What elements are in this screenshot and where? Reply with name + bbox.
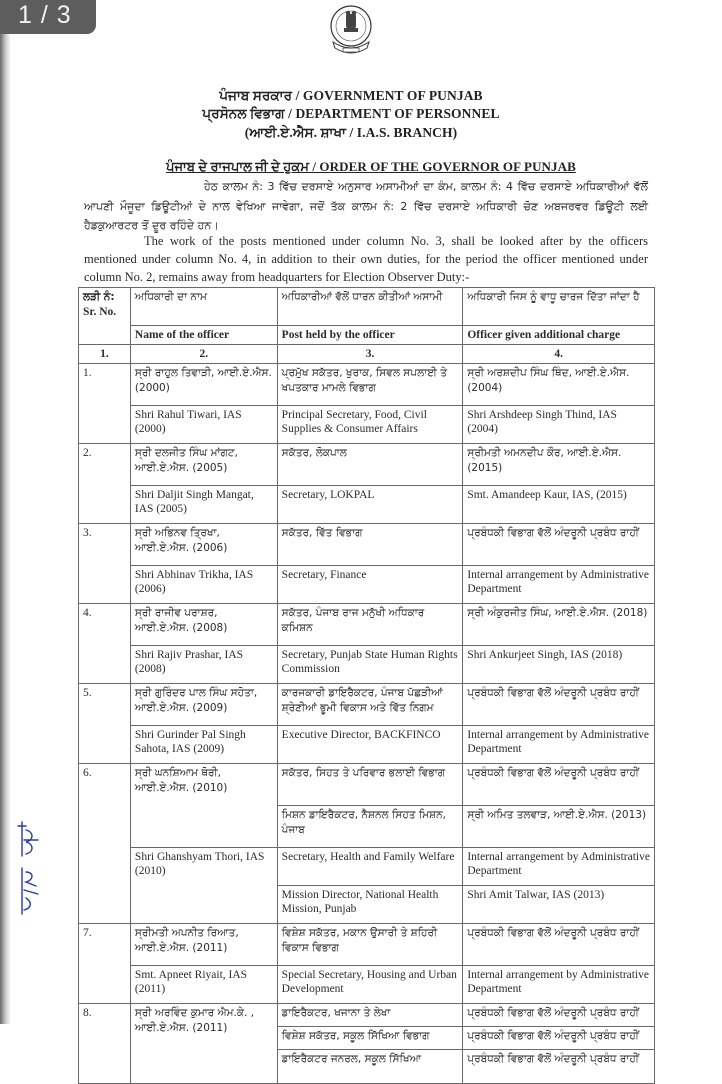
additional-charge-pa: ਸ੍ਰੀਮਤੀ ਅਮਨਦੀਪ ਕੌਰ, ਆਈ.ਏ.ਐਸ. (2015) <box>463 444 655 486</box>
officer-name-en: Shri Daljit Singh Mangat, IAS (2005) <box>130 486 277 524</box>
post-held-pa: ਵਿਸ਼ੇਸ਼ ਸਕੱਤਰ, ਮਕਾਨ ਉਸਾਰੀ ਤੇ ਸ਼ਹਿਰੀ ਵਿਕਾਸ ਵਿਭਾਗ <box>277 924 463 966</box>
row-sr-no: 8. <box>79 1004 131 1084</box>
additional-charge-pa: ਪ੍ਰਬੰਧਕੀ ਵਿਭਾਗ ਵੱਲੋਂ ਅੰਦਰੂਨੀ ਪ੍ਰਬੰਧ ਰਾਹੀਂ <box>463 924 655 966</box>
header-sr-en: Sr. No. <box>83 306 117 318</box>
officer-name-pa: ਸ੍ਰੀ ਰਾਜੀਵ ਪਰਾਸ਼ਰ, ਆਈ.ਏ.ਐਸ. (2008) <box>130 604 277 646</box>
column-number: 1. <box>79 345 131 364</box>
table-row <box>79 646 655 684</box>
table-row <box>79 486 655 524</box>
header-charge-en: Officer given additional charge <box>463 326 655 345</box>
row-sr-no: 2. <box>79 444 131 524</box>
table-row <box>79 604 655 646</box>
officer-name-en: Shri Abhinav Trikha, IAS (2006) <box>130 566 277 604</box>
header-name-en: Name of the officer <box>130 326 277 345</box>
letterhead-department: ਪ੍ਰਸੋਨਲ ਵਿਭਾਗ / DEPARTMENT OF PERSONNEL <box>202 106 500 121</box>
header-sr-pa: ਲੜੀ ਨੰ: <box>83 291 115 303</box>
post-held-pa: ਸਕੱਤਰ, ਪੰਜਾਬ ਰਾਜ ਮਨੁੱਖੀ ਅਧਿਕਾਰ ਕਮਿਸ਼ਨ <box>277 604 463 646</box>
row-sr-no: 3. <box>79 524 131 604</box>
additional-charge-en: Smt. Amandeep Kaur, IAS, (2015) <box>463 486 655 524</box>
page-counter-badge <box>0 0 96 34</box>
column-number: 2. <box>130 345 277 364</box>
table-row <box>79 364 655 406</box>
additional-charge-en: Internal arrangement by Administrative Department <box>463 848 655 886</box>
column-number: 4. <box>463 345 655 364</box>
post-held-pa: ਕਾਰਜਕਾਰੀ ਡਾਇਰੈਕਟਰ, ਪੰਜਾਬ ਪੱਛੜੀਆਂ ਸ਼੍ਰੇਣੀਆਂ ਭੂਮੀ ਵਿਕਾਸ ਅਤੇ ਵਿੱਤ ਨਿਗਮ <box>277 684 463 726</box>
post-held-en: Executive Director, BACKFINCO <box>277 726 463 764</box>
additional-charge-en: Shri Arshdeep Singh Thind, IAS (2004) <box>463 406 655 444</box>
additional-charge-pa: ਸ੍ਰੀ ਅੰਕੁਰਜੀਤ ਸਿੰਘ, ਆਈ.ਏ.ਐਸ. (2018) <box>463 604 655 646</box>
officer-name-en: Shri Rahul Tiwari, IAS (2000) <box>130 406 277 444</box>
header-sr-no <box>79 288 131 345</box>
officer-name-pa: ਸ੍ਰੀਮਤੀ ਅਪਨੀਤ ਰਿਆਤ, ਆਈ.ਏ.ਐਸ. (2011) <box>130 924 277 966</box>
letterhead-government: ਪੰਜਾਬ ਸਰਕਾਰ / GOVERNMENT OF PUNJAB <box>219 88 483 103</box>
officer-name-pa: ਸ੍ਰੀ ਗੁਰਿੰਦਰ ਪਾਲ ਸਿੰਘ ਸਹੋਤਾ, ਆਈ.ਏ.ਐਸ. (2009) <box>130 684 277 726</box>
additional-charge-pa: ਪ੍ਰਬੰਧਕੀ ਵਿਭਾਗ ਵੱਲੋਂ ਅੰਦਰੂਨੀ ਪ੍ਰਬੰਧ ਰਾਹੀਂ <box>463 1027 655 1050</box>
page-counter-text: 1 / 3 <box>18 1 72 29</box>
post-held-pa: ਸਕੱਤਰ, ਸਿਹਤ ਤੇ ਪਰਿਵਾਰ ਭਲਾਈ ਵਿਭਾਗ <box>277 764 463 806</box>
letterhead-branch: (ਆਈ.ਏ.ਐਸ. ਸ਼ਾਖਾ / I.A.S. BRANCH) <box>244 125 458 140</box>
post-held-pa: ਮਿਸ਼ਨ ਡਾਇਰੈਕਟਰ, ਨੈਸ਼ਨਲ ਸਿਹਤ ਮਿਸ਼ਨ, ਪੰਜਾਬ <box>277 806 463 848</box>
officer-name-en: Smt. Apneet Riyait, IAS (2011) <box>130 966 277 1004</box>
officer-name-pa: ਸ੍ਰੀ ਘਨਸ਼ਿਆਮ ਥੋਰੀ, ਆਈ.ਏ.ਐਸ. (2010) <box>130 764 277 848</box>
post-held-en: Secretary, Finance <box>277 566 463 604</box>
table-header-row-punjabi <box>79 288 655 326</box>
additional-charge-pa: ਸ੍ਰੀ ਅਰਸ਼ਦੀਪ ਸਿੰਘ ਥਿੰਦ, ਆਈ.ਏ.ਐਸ. (2004) <box>463 364 655 406</box>
header-post-en: Post held by the officer <box>277 326 463 345</box>
column-number-row <box>79 345 655 364</box>
additional-charge-pa: ਪ੍ਰਬੰਧਕੀ ਵਿਭਾਗ ਵੱਲੋਂ ਅੰਦਰੂਨੀ ਪ੍ਰਬੰਧ ਰਾਹੀਂ <box>463 764 655 806</box>
state-emblem-icon <box>325 2 377 58</box>
table-row <box>79 966 655 1004</box>
order-paragraph-punjabi: ਹੇਠ ਕਾਲਮ ਨੰ: 3 ਵਿੱਚ ਦਰਸਾਏ ਅਨੁਸਾਰ ਅਸਾਮੀਆਂ ਦਾ ਕੰਮ, ਕਾਲਮ ਨੰ: 4 ਵਿੱਚ ਦਰਸਾਏ ਅਧਿਕਾਰੀਆਂ ਵੱਲੋਂ ਆਪਣੀ ਮੌਜੂਦਾ ਡਿਊਟੀਆਂ ਦੇ ਨਾਲ ਵੇਖਿਆ ਜਾਵੇਗਾ, ਜਦੋਂ ਤੱਕ ਕਾਲਮ ਨੰ: 2 ਵਿੱਚ ਦਰਸਾਏ ਅਧਿਕਾਰੀ ਚੋਣ ਅਬਜਰਵਰ ਡਿਊਟੀ ਲਈ ਹੈਡਕੁਆਰਟਰ ਤੋਂ ਦੂਰ ਰਹਿੰਦੇ ਹਨ। <box>84 180 648 232</box>
table-row <box>79 444 655 486</box>
post-held-pa: ਸਕੱਤਰ, ਲੋਕਪਾਲ <box>277 444 463 486</box>
handwritten-signature <box>14 810 44 920</box>
post-held-en: Secretary, Punjab State Human Rights Commission <box>277 646 463 684</box>
officer-name-pa: ਸ੍ਰੀ ਅਰਵਿੰਦ ਕੁਮਾਰ ਐਮ.ਕੇ. , ਆਈ.ਏ.ਐਸ. (2011) <box>130 1004 277 1084</box>
table-row <box>79 848 655 886</box>
additional-charge-pa: ਪ੍ਰਬੰਧਕੀ ਵਿਭਾਗ ਵੱਲੋਂ ਅੰਦਰੂਨੀ ਪ੍ਰਬੰਧ ਰਾਹੀਂ <box>463 684 655 726</box>
additional-charge-en: Shri Ankurjeet Singh, IAS (2018) <box>463 646 655 684</box>
table-row <box>79 1004 655 1027</box>
post-held-en: Secretary, LOKPAL <box>277 486 463 524</box>
table-row <box>79 524 655 566</box>
additional-charge-en: Internal arrangement by Administrative Department <box>463 966 655 1004</box>
row-sr-no: 5. <box>79 684 131 764</box>
table-row <box>79 406 655 444</box>
row-sr-no: 7. <box>79 924 131 1004</box>
officer-name-pa: ਸ੍ਰੀ ਅਭਿਨਵ ਤ੍ਰਿਖਾ, ਆਈ.ਏ.ਐਸ. (2006) <box>130 524 277 566</box>
page-edge-shadow <box>0 0 10 1024</box>
row-sr-no: 4. <box>79 604 131 684</box>
additional-charge-en: Internal arrangement by Administrative Department <box>463 726 655 764</box>
table-row <box>79 764 655 806</box>
row-sr-no: 1. <box>79 364 131 444</box>
officer-charge-table <box>78 287 655 1084</box>
order-paragraph-english: The work of the posts mentioned under column No. 3, shall be looked after by the officers mentioned under column No. 4, in addition to their own duties, for the period the officer mentioned under column No. 2, remains away from headquarters for Election Observer Duty:- <box>84 234 648 284</box>
order-title: ਪੰਜਾਬ ਦੇ ਰਾਜਪਾਲ ਜੀ ਦੇ ਹੁਕਮ / ORDER OF THE GOVERNOR OF PUNJAB <box>166 159 576 174</box>
post-held-en: Special Secretary, Housing and Urban Development <box>277 966 463 1004</box>
table-row <box>79 726 655 764</box>
table-row <box>79 684 655 726</box>
additional-charge-pa: ਪ੍ਰਬੰਧਕੀ ਵਿਭਾਗ ਵੱਲੋਂ ਅੰਦਰੂਨੀ ਪ੍ਰਬੰਧ ਰਾਹੀਂ <box>463 1050 655 1084</box>
officer-name-pa: ਸ੍ਰੀ ਰਾਹੁਲ ਤਿਵਾੜੀ, ਆਈ.ਏ.ਐਸ. (2000) <box>130 364 277 406</box>
header-charge-pa: ਅਧਿਕਾਰੀ ਜਿਸ ਨੂੰ ਵਾਧੂ ਚਾਰਜ ਦਿੱਤਾ ਜਾਂਦਾ ਹੈ <box>463 288 655 326</box>
officer-name-en: Shri Ghanshyam Thori, IAS (2010) <box>130 848 277 924</box>
row-sr-no: 6. <box>79 764 131 924</box>
table-row <box>79 566 655 604</box>
post-held-pa: ਡਾਇਰੈਕਟਰ ਜਨਰਲ, ਸਕੂਲ ਸਿੱਖਿਆ <box>277 1050 463 1084</box>
post-held-pa: ਸਕੱਤਰ, ਵਿੱਤ ਵਿਭਾਗ <box>277 524 463 566</box>
header-post-pa: ਅਧਿਕਾਰੀਆਂ ਵੱਲੋਂ ਧਾਰਨ ਕੀਤੀਆਂ ਅਸਾਮੀ <box>277 288 463 326</box>
post-held-pa: ਵਿਸ਼ੇਸ਼ ਸਕੱਤਰ, ਸਕੂਲ ਸਿੱਖਿਆ ਵਿਭਾਗ <box>277 1027 463 1050</box>
post-held-pa: ਡਾਇਰੈਕਟਰ, ਖਜਾਨਾ ਤੇ ਲੇਖਾ <box>277 1004 463 1027</box>
additional-charge-en: Shri Amit Talwar, IAS (2013) <box>463 886 655 924</box>
post-held-en: Principal Secretary, Food, Civil Supplies & Consumer Affairs <box>277 406 463 444</box>
post-held-en: Mission Director, National Health Mission, Punjab <box>277 886 463 924</box>
post-held-en: Secretary, Health and Family Welfare <box>277 848 463 886</box>
post-held-pa: ਪ੍ਰਮੁੱਖ ਸਕੱਤਰ, ਖੁਰਾਕ, ਸਿਵਲ ਸਪਲਾਈ ਤੇ ਖਪਤਕਾਰ ਮਾਮਲੇ ਵਿਭਾਗ <box>277 364 463 406</box>
column-number: 3. <box>277 345 463 364</box>
additional-charge-pa: ਸ੍ਰੀ ਅਮਿਤ ਤਲਵਾੜ, ਆਈ.ਏ.ਐਸ. (2013) <box>463 806 655 848</box>
officer-name-en: Shri Rajiv Prashar, IAS (2008) <box>130 646 277 684</box>
additional-charge-pa: ਪ੍ਰਬੰਧਕੀ ਵਿਭਾਗ ਵੱਲੋਂ ਅੰਦਰੂਨੀ ਪ੍ਰਬੰਧ ਰਾਹੀਂ <box>463 524 655 566</box>
officer-name-en: Shri Gurinder Pal Singh Sahota, IAS (2009) <box>130 726 277 764</box>
table-header-row-english <box>79 326 655 345</box>
table-row <box>79 924 655 966</box>
header-name-pa: ਅਧਿਕਾਰੀ ਦਾ ਨਾਮ <box>130 288 277 326</box>
officer-name-pa: ਸ੍ਰੀ ਦਲਜੀਤ ਸਿੰਘ ਮਾਂਗਟ, ਆਈ.ਏ.ਐਸ. (2005) <box>130 444 277 486</box>
additional-charge-pa: ਪ੍ਰਬੰਧਕੀ ਵਿਭਾਗ ਵੱਲੋਂ ਅੰਦਰੂਨੀ ਪ੍ਰਬੰਧ ਰਾਹੀਂ <box>463 1004 655 1027</box>
additional-charge-en: Internal arrangement by Administrative Department <box>463 566 655 604</box>
